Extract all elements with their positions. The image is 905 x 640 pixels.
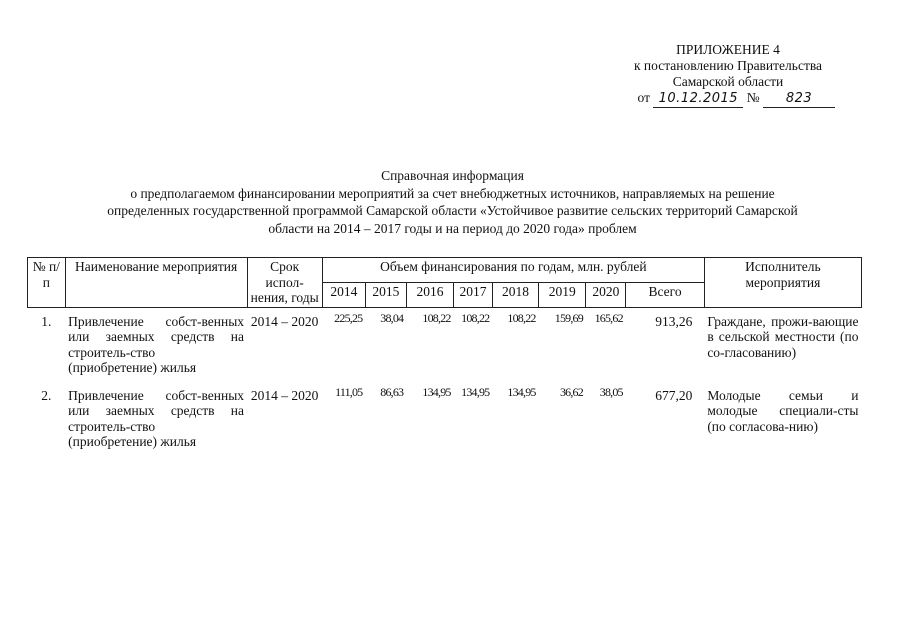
table-row <box>28 382 862 456</box>
row-num: 1. <box>41 313 52 329</box>
header-term: Срок испол-нения, годы <box>247 258 322 308</box>
header-year: 2020 <box>586 282 626 307</box>
row-name: Привлечение собст-венных или заемных средств на строитель-ство (приобретение) жилья <box>68 387 245 449</box>
row-value: 108,22 <box>507 310 536 325</box>
number-prefix: № <box>746 90 760 105</box>
title-line-4: области на 2014 – 2017 годы и на период до 2020 года» проблем <box>268 220 637 236</box>
annex-title: ПРИЛОЖЕНИЕ 4 <box>676 42 780 57</box>
header-year: 2019 <box>539 282 586 307</box>
annex-block <box>613 42 843 108</box>
header-year: 2016 <box>406 282 453 307</box>
handwritten-date: 10.12.2015 <box>653 91 743 108</box>
row-value: 36,62 <box>559 384 583 399</box>
row-value: 225,25 <box>334 310 363 325</box>
header-name: Наименование мероприятия <box>65 258 247 308</box>
row-term: 2014 – 2020 <box>250 313 319 329</box>
row-value: 108,22 <box>461 310 490 325</box>
title-line-2: о предполагаемом финансировании мероприятий за счет внебюджетных источников, направляемых на решение <box>130 185 775 201</box>
row-num: 2. <box>41 387 52 403</box>
header-year: 2018 <box>492 282 538 307</box>
row-total: 677,20 <box>655 387 693 403</box>
title-line-3: определенных государственной программой Самарской области «Устойчивое развитие сельских территорий Самарской <box>107 203 798 218</box>
header-row-1 <box>28 258 862 283</box>
header-year: 2017 <box>454 282 493 307</box>
financing-table <box>27 257 862 456</box>
annex-line1: к постановлению Правительства <box>633 58 823 73</box>
row-executor: Граждане, прожи-вающие в сельской местности (по со-гласованию) <box>707 313 859 360</box>
row-name: Привлечение собст-венных или заемных средств на строитель-ство (приобретение) жилья <box>68 313 245 375</box>
row-value: 134,95 <box>461 384 490 399</box>
header-volume: Объем финансирования по годам, млн. рублей <box>322 258 704 283</box>
header-total: Всего <box>626 282 705 307</box>
row-term: 2014 – 2020 <box>250 387 319 403</box>
row-total: 913,26 <box>655 313 693 329</box>
header-num: № п/п <box>28 258 66 308</box>
row-value: 38,05 <box>599 384 623 399</box>
row-executor: Молодые семьи и молодые специали-сты (по согласова-нию) <box>707 387 859 434</box>
header-executor: Исполнитель мероприятия <box>704 258 861 308</box>
header-year: 2014 <box>322 282 365 307</box>
annex-date-number-line <box>613 90 843 108</box>
annex-line2: Самарской области <box>672 74 784 89</box>
row-value: 134,95 <box>507 384 536 399</box>
row-value: 165,62 <box>594 310 623 325</box>
document-title <box>50 167 855 237</box>
table-row <box>28 307 862 382</box>
header-year: 2015 <box>365 282 406 307</box>
date-prefix: от <box>637 90 650 105</box>
row-value: 86,63 <box>380 384 404 399</box>
row-value: 159,69 <box>554 310 583 325</box>
title-line-1: Справочная информация <box>381 168 524 183</box>
handwritten-number: 823 <box>763 91 835 108</box>
row-value: 38,04 <box>380 310 404 325</box>
row-value: 134,95 <box>422 384 451 399</box>
row-value: 108,22 <box>422 310 451 325</box>
row-value: 111,05 <box>335 384 363 399</box>
